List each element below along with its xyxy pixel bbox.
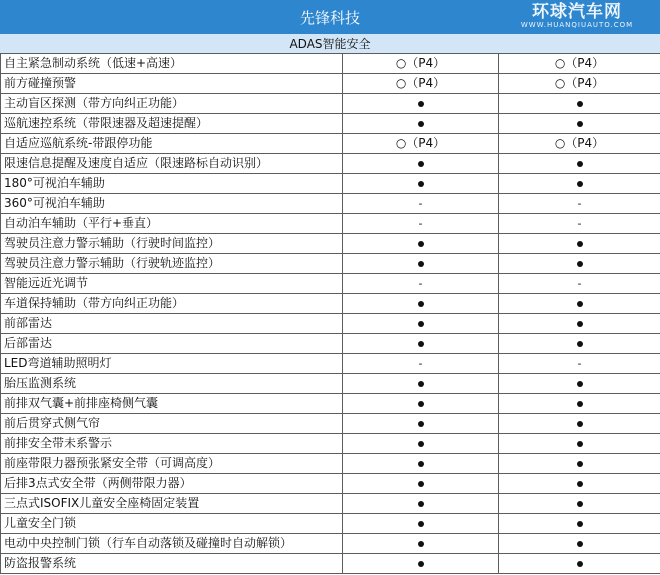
standard-dot-icon <box>418 301 424 307</box>
value-cell-trim-1 <box>343 554 499 574</box>
value-cell-trim-1 <box>343 514 499 534</box>
standard-dot-icon <box>577 161 583 167</box>
table-row <box>1 354 660 374</box>
feature-cell: 后排3点式安全带（两侧带限力器） <box>1 474 343 494</box>
standard-dot-icon <box>418 381 424 387</box>
standard-dot-icon <box>577 561 583 567</box>
value-cell-trim-1 <box>343 74 499 94</box>
table-row <box>1 74 660 94</box>
value-cell-trim-2 <box>499 54 660 74</box>
value-cell-trim-1 <box>343 314 499 334</box>
table-row <box>1 194 660 214</box>
feature-cell: 前后贯穿式侧气帘 <box>1 414 343 434</box>
table-row <box>1 154 660 174</box>
feature-cell: 三点式ISOFIX儿童安全座椅固定装置 <box>1 494 343 514</box>
feature-cell: 防盗报警系统 <box>1 554 343 574</box>
feature-cell: 驾驶员注意力警示辅助（行驶轨迹监控） <box>1 254 343 274</box>
value-cell-trim-1 <box>343 394 499 414</box>
standard-dot-icon <box>418 481 424 487</box>
feature-cell: 智能远近光调节 <box>1 274 343 294</box>
feature-cell: 前排安全带未系警示 <box>1 434 343 454</box>
standard-dot-icon <box>418 501 424 507</box>
value-cell-trim-2 <box>499 134 660 154</box>
value-cell-trim-2 <box>499 454 660 474</box>
table-row <box>1 554 660 574</box>
value-cell-trim-2 <box>499 494 660 514</box>
feature-cell: 巡航速控系统（带限速器及超速提醒） <box>1 114 343 134</box>
value-cell-trim-1 <box>343 154 499 174</box>
standard-dot-icon <box>577 481 583 487</box>
value-cell-trim-2 <box>499 554 660 574</box>
value-cell-trim-2 <box>499 474 660 494</box>
value-cell-trim-1 <box>343 374 499 394</box>
value-cell-trim-1 <box>343 434 499 454</box>
feature-cell: 车道保持辅助（带方向纠正功能） <box>1 294 343 314</box>
standard-dot-icon <box>418 441 424 447</box>
feature-cell: 360°可视泊车辅助 <box>1 194 343 214</box>
standard-dot-icon <box>577 341 583 347</box>
optional-package-text: ○（P4） <box>395 136 446 150</box>
value-cell-trim-1 <box>343 234 499 254</box>
value-cell-trim-2 <box>499 414 660 434</box>
value-cell-trim-2 <box>499 234 660 254</box>
standard-dot-icon <box>577 301 583 307</box>
value-cell-trim-1 <box>343 354 499 374</box>
watermark-text: 环球汽车网 <box>532 2 622 22</box>
standard-dot-icon <box>577 441 583 447</box>
value-cell-trim-1 <box>343 294 499 314</box>
section-header <box>0 34 660 53</box>
standard-dot-icon <box>418 421 424 427</box>
standard-dot-icon <box>418 561 424 567</box>
feature-cell: LED弯道辅助照明灯 <box>1 354 343 374</box>
standard-dot-icon <box>577 521 583 527</box>
standard-dot-icon <box>418 161 424 167</box>
value-cell-trim-2 <box>499 294 660 314</box>
table-row <box>1 134 660 154</box>
value-cell-trim-1 <box>343 94 499 114</box>
standard-dot-icon <box>577 381 583 387</box>
standard-dot-icon <box>418 401 424 407</box>
value-cell-trim-1 <box>343 334 499 354</box>
not-available-mark: - <box>577 357 582 370</box>
page-title-bar <box>0 0 660 34</box>
standard-dot-icon <box>418 181 424 187</box>
watermark-url: WWW.HUANQIUAUTO.COM <box>520 21 634 29</box>
optional-package-text: ○（P4） <box>554 76 605 90</box>
standard-dot-icon <box>577 501 583 507</box>
feature-cell: 驾驶员注意力警示辅助（行驶时间监控） <box>1 234 343 254</box>
table-row <box>1 214 660 234</box>
feature-cell: 180°可视泊车辅助 <box>1 174 343 194</box>
not-available-mark: - <box>418 277 423 290</box>
table-row <box>1 314 660 334</box>
value-cell-trim-2 <box>499 354 660 374</box>
feature-cell: 限速信息提醒及速度自适应（限速路标自动识别） <box>1 154 343 174</box>
standard-dot-icon <box>418 321 424 327</box>
feature-cell: 自主紧急制动系统（低速+高速） <box>1 54 343 74</box>
value-cell-trim-2 <box>499 254 660 274</box>
table-row <box>1 434 660 454</box>
watermark-logo <box>502 3 652 33</box>
value-cell-trim-1 <box>343 474 499 494</box>
feature-cell: 前部雷达 <box>1 314 343 334</box>
value-cell-trim-2 <box>499 534 660 554</box>
value-cell-trim-2 <box>499 374 660 394</box>
value-cell-trim-1 <box>343 494 499 514</box>
value-cell-trim-2 <box>499 394 660 414</box>
table-row <box>1 334 660 354</box>
not-available-mark: - <box>577 197 582 210</box>
table-row <box>1 54 660 74</box>
table-row <box>1 94 660 114</box>
optional-package-text: ○（P4） <box>395 76 446 90</box>
table-row <box>1 234 660 254</box>
value-cell-trim-1 <box>343 194 499 214</box>
feature-cell: 自适应巡航系统-带跟停功能 <box>1 134 343 154</box>
standard-dot-icon <box>418 101 424 107</box>
feature-cell: 电动中央控制门锁（行车自动落锁及碰撞时自动解锁） <box>1 534 343 554</box>
table-row <box>1 514 660 534</box>
standard-dot-icon <box>577 321 583 327</box>
spec-table <box>0 53 660 574</box>
value-cell-trim-1 <box>343 54 499 74</box>
table-row <box>1 534 660 554</box>
value-cell-trim-2 <box>499 514 660 534</box>
feature-cell: 自动泊车辅助（平行+垂直） <box>1 214 343 234</box>
not-available-mark: - <box>577 217 582 230</box>
not-available-mark: - <box>418 357 423 370</box>
not-available-mark: - <box>577 277 582 290</box>
standard-dot-icon <box>577 101 583 107</box>
optional-package-text: ○（P4） <box>554 56 605 70</box>
table-row <box>1 274 660 294</box>
table-row <box>1 374 660 394</box>
table-row <box>1 414 660 434</box>
feature-cell: 前座带限力器预张紧安全带（可调高度） <box>1 454 343 474</box>
standard-dot-icon <box>577 261 583 267</box>
value-cell-trim-2 <box>499 174 660 194</box>
value-cell-trim-1 <box>343 454 499 474</box>
value-cell-trim-1 <box>343 174 499 194</box>
standard-dot-icon <box>418 241 424 247</box>
value-cell-trim-2 <box>499 94 660 114</box>
standard-dot-icon <box>418 541 424 547</box>
table-row <box>1 294 660 314</box>
value-cell-trim-1 <box>343 414 499 434</box>
standard-dot-icon <box>577 181 583 187</box>
optional-package-text: ○（P4） <box>554 136 605 150</box>
standard-dot-icon <box>418 521 424 527</box>
standard-dot-icon <box>418 121 424 127</box>
standard-dot-icon <box>418 261 424 267</box>
feature-cell: 前方碰撞预警 <box>1 74 343 94</box>
value-cell-trim-1 <box>343 534 499 554</box>
standard-dot-icon <box>418 341 424 347</box>
value-cell-trim-1 <box>343 274 499 294</box>
value-cell-trim-2 <box>499 334 660 354</box>
section-title: ADAS智能安全 <box>289 37 371 51</box>
feature-cell: 主动盲区探测（带方向纠正功能） <box>1 94 343 114</box>
table-row <box>1 114 660 134</box>
not-available-mark: - <box>418 197 423 210</box>
value-cell-trim-2 <box>499 194 660 214</box>
value-cell-trim-2 <box>499 154 660 174</box>
standard-dot-icon <box>418 461 424 467</box>
value-cell-trim-1 <box>343 254 499 274</box>
value-cell-trim-2 <box>499 274 660 294</box>
feature-cell: 后部雷达 <box>1 334 343 354</box>
feature-cell: 胎压监测系统 <box>1 374 343 394</box>
standard-dot-icon <box>577 121 583 127</box>
standard-dot-icon <box>577 461 583 467</box>
table-row <box>1 394 660 414</box>
optional-package-text: ○（P4） <box>395 56 446 70</box>
table-row <box>1 494 660 514</box>
value-cell-trim-2 <box>499 74 660 94</box>
value-cell-trim-1 <box>343 214 499 234</box>
standard-dot-icon <box>577 241 583 247</box>
page-title: 先锋科技 <box>299 8 360 27</box>
value-cell-trim-2 <box>499 114 660 134</box>
table-row <box>1 174 660 194</box>
value-cell-trim-1 <box>343 134 499 154</box>
standard-dot-icon <box>577 401 583 407</box>
value-cell-trim-2 <box>499 214 660 234</box>
value-cell-trim-2 <box>499 314 660 334</box>
feature-cell: 前排双气囊+前排座椅侧气囊 <box>1 394 343 414</box>
value-cell-trim-2 <box>499 434 660 454</box>
feature-cell: 儿童安全门锁 <box>1 514 343 534</box>
value-cell-trim-1 <box>343 114 499 134</box>
standard-dot-icon <box>577 421 583 427</box>
table-row <box>1 254 660 274</box>
table-row <box>1 474 660 494</box>
not-available-mark: - <box>418 217 423 230</box>
standard-dot-icon <box>577 541 583 547</box>
spec-table-body <box>1 54 660 574</box>
table-row <box>1 454 660 474</box>
